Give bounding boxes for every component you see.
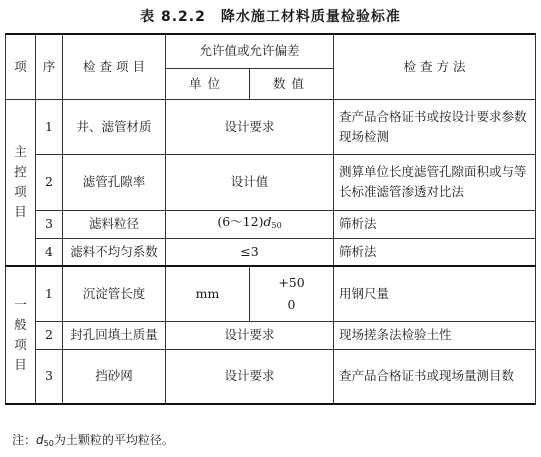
- item-cell: 封孔回填土质量: [63, 321, 166, 349]
- header-seq: 序: [36, 34, 63, 99]
- header-item: 检 查 项 目: [63, 34, 166, 99]
- table-row: [6, 210, 536, 238]
- value-cell: +50 0: [250, 266, 334, 321]
- tolerance-cell: $(6\sim 12)d_{50}$: [166, 210, 334, 238]
- method-cell: 现场搓条法检验土性: [334, 321, 536, 349]
- table-row: [6, 99, 536, 154]
- method-cell: 查产品合格证书或按设计要求参数现场检测: [334, 99, 536, 154]
- inspection-standard-table: [5, 33, 536, 405]
- table-row: [6, 238, 536, 266]
- seq-cell: 1: [36, 266, 63, 321]
- item-cell: 挡砂网: [63, 349, 166, 404]
- group-general: 一 般 项 目: [6, 266, 36, 404]
- table-row: [6, 154, 536, 210]
- tolerance-cell: 设计要求: [166, 349, 334, 404]
- seq-cell: 2: [36, 321, 63, 349]
- header-tolerance: 允许值或允许偏差: [166, 34, 334, 68]
- table-note: 注：$d_{50}$为土颗粒的平均粒径。: [12, 433, 174, 448]
- item-cell: 沉淀管长度: [63, 266, 166, 321]
- tolerance-cell: 设计要求: [166, 321, 334, 349]
- table-row: [6, 349, 536, 404]
- unit-cell: mm: [166, 266, 250, 321]
- item-cell: 滤料粒径: [63, 210, 166, 238]
- method-cell: 筛析法: [334, 210, 536, 238]
- seq-cell: 4: [36, 238, 63, 266]
- method-cell: 用钢尺量: [334, 266, 536, 321]
- header-row: [6, 34, 536, 68]
- tolerance-cell: 设计值: [166, 154, 334, 210]
- seq-cell: 1: [36, 99, 63, 154]
- item-cell: 滤管孔隙率: [63, 154, 166, 210]
- method-cell: 筛析法: [334, 238, 536, 266]
- header-project: 项: [6, 34, 36, 99]
- tolerance-cell: ≤3: [166, 238, 334, 266]
- seq-cell: 3: [36, 210, 63, 238]
- tolerance-cell: 设计要求: [166, 99, 334, 154]
- header-method: 检 查 方 法: [334, 34, 536, 99]
- table-title: 表 8.2.2 降水施工材料质量检验标准: [140, 9, 401, 25]
- item-cell: 滤料不均匀系数: [63, 238, 166, 266]
- seq-cell: 2: [36, 154, 63, 210]
- method-cell: 查产品合格证书或现场量测目数: [334, 349, 536, 404]
- group-main-control: 主 控 项 目: [6, 99, 36, 266]
- header-value: 数值: [250, 68, 334, 99]
- method-cell: 测算单位长度滤管孔隙面积或与等长标准滤管渗透对比法: [334, 154, 536, 210]
- table-row: [6, 266, 536, 321]
- header-unit: 单位: [166, 68, 250, 99]
- table-row: [6, 321, 536, 349]
- item-cell: 井、滤管材质: [63, 99, 166, 154]
- seq-cell: 3: [36, 349, 63, 404]
